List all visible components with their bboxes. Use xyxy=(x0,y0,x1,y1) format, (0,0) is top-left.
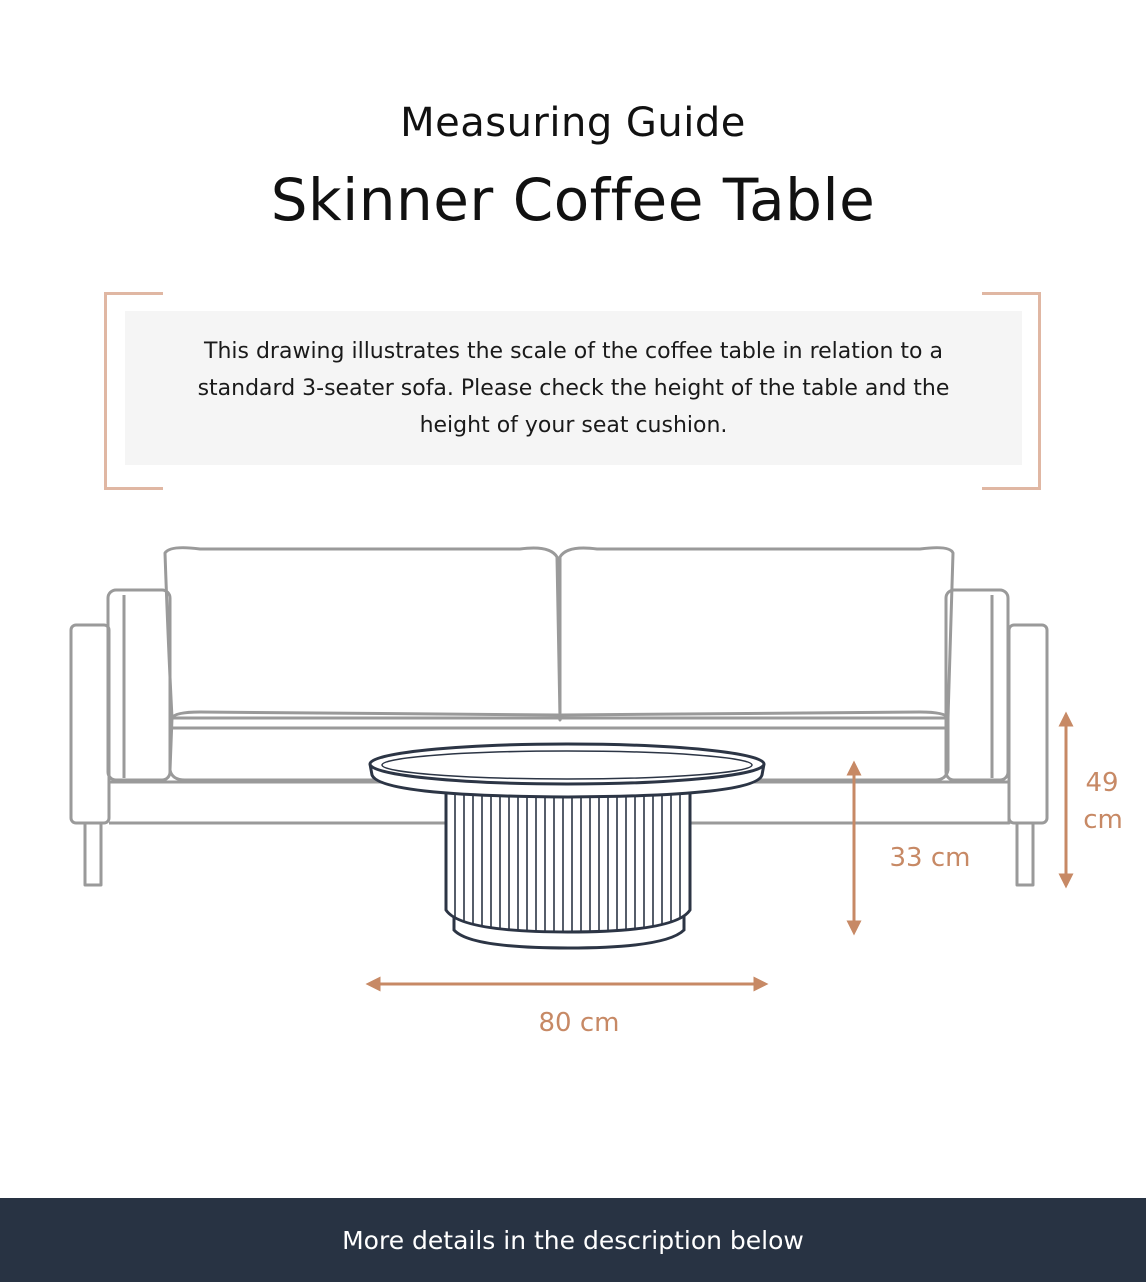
arm-left-inner xyxy=(108,590,170,780)
sofa-leg-right xyxy=(1017,823,1033,885)
footer-bar xyxy=(0,1198,1146,1282)
coffee-table-drawing xyxy=(370,744,764,948)
arm-left-outer xyxy=(71,625,109,823)
arm-right-outer xyxy=(1009,625,1047,823)
guide-title: Measuring Guide xyxy=(400,100,746,146)
table-top xyxy=(370,744,764,784)
footer-text: More details in the description below xyxy=(342,1225,804,1255)
arm-right-inner xyxy=(946,590,1008,780)
back-cushion-left xyxy=(165,548,560,718)
seat-height-value: 49 xyxy=(1085,768,1119,798)
table-height-label: 33 cm xyxy=(889,843,971,873)
seat-height-unit: cm xyxy=(1083,805,1123,835)
note-text: This drawing illustrates the scale of the coffee table in relation to a standard 3-seater sofa. Please check the height of the table and the height of your seat cushion. xyxy=(197,338,950,438)
product-title: Skinner Coffee Table xyxy=(270,166,876,234)
width-label: 80 cm xyxy=(538,1008,620,1038)
sofa-leg-left xyxy=(85,823,101,885)
back-cushion-right xyxy=(560,548,953,718)
